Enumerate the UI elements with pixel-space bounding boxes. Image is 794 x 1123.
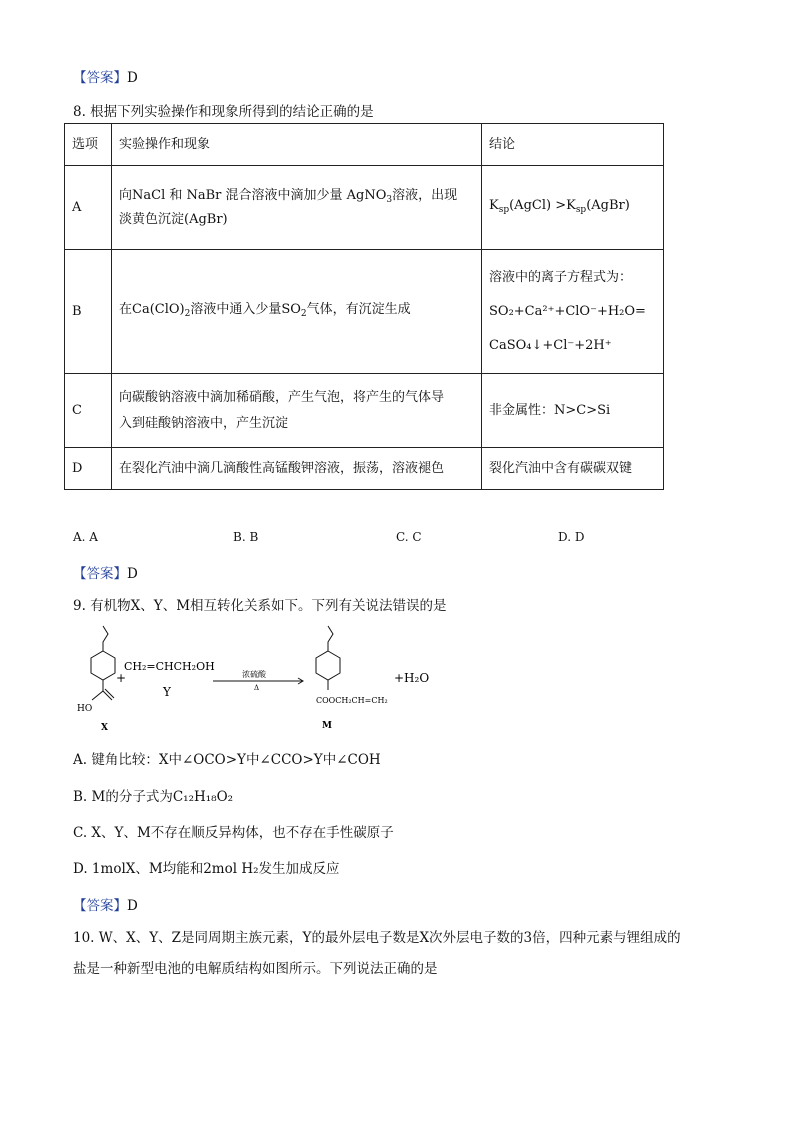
row-a-conc-mid: (AgCl) >K bbox=[509, 197, 576, 213]
q8-choice-d: D. D bbox=[558, 530, 585, 544]
row-a-op-sub: 3 bbox=[386, 194, 393, 205]
reaction-scheme bbox=[70, 618, 450, 736]
y-label: Y bbox=[163, 685, 171, 699]
molecule-m bbox=[316, 626, 340, 690]
q8-choice-c: C. C bbox=[396, 530, 422, 544]
x-oh-bond bbox=[92, 691, 103, 700]
row-a-conc-k1: K bbox=[489, 197, 499, 213]
q8-answer-line bbox=[73, 562, 138, 582]
plus-sign: + bbox=[116, 671, 127, 685]
row-b-op-c: 气体，有沉淀生成 bbox=[306, 301, 411, 317]
answer-label: 【答案】 bbox=[73, 70, 127, 86]
row-c-op-line1: 向碳酸钠溶液中滴加稀硝酸，产生气泡，将产生的气体导 bbox=[119, 389, 445, 405]
x-ho-text: HO bbox=[77, 704, 93, 714]
row-b-op-sub1: 2 bbox=[184, 308, 191, 319]
row-b-conc-line1: 溶液中的离子方程式为： bbox=[489, 269, 633, 285]
header-option: 选项 bbox=[65, 124, 112, 166]
row-b-op-b: 溶液中通入少量SO bbox=[190, 301, 301, 317]
q9-option-d: D. 1molX、M均能和2mol H₂发生加成反应 bbox=[73, 861, 340, 877]
header-conclusion: 结论 bbox=[482, 124, 664, 166]
row-a-op-line1 bbox=[119, 186, 474, 210]
row-a-op-line2: 淡黄色沉淀(AgBr) bbox=[119, 211, 228, 227]
m-ester-text: COOCH₂CH=CH₂ bbox=[316, 696, 388, 705]
q8-answer: D bbox=[127, 566, 138, 582]
q8-title: 8. 根据下列实验操作和现象所得到的结论正确的是 bbox=[73, 104, 374, 120]
row-b-conc-line2: SO₂+Ca²⁺+ClO⁻+H₂O= bbox=[489, 303, 646, 319]
row-b-conc-line3: CaSO₄↓+Cl⁻+2H⁺ bbox=[489, 337, 612, 353]
table-row-c bbox=[65, 374, 664, 448]
row-a-op-text: 向NaCl 和 NaBr 混合溶液中滴加少量 AgNO bbox=[119, 187, 387, 203]
q10-line1: 10. W、X、Y、Z是同周期主族元素，Y的最外层电子数是X次外层电子数的3倍，四种元素与锂组成的 bbox=[73, 930, 681, 946]
x-carbonyl-double bbox=[105, 689, 114, 698]
row-a-operation bbox=[112, 166, 482, 250]
q8-table bbox=[64, 123, 664, 490]
condition-text: Δ bbox=[254, 684, 260, 692]
q9-option-c: C. X、Y、M不存在顺反异构体，也不存在手性碳原子 bbox=[73, 825, 394, 841]
row-c-conclusion: 非金属性：N>C>Si bbox=[482, 374, 664, 448]
row-d-conclusion: 裂化汽油中含有碳碳双键 bbox=[482, 448, 664, 490]
water-text: +H₂O bbox=[394, 671, 430, 685]
row-a-conc-end: (AgBr) bbox=[586, 197, 630, 213]
y-formula: CH₂=CHCH₂OH bbox=[124, 660, 215, 673]
q9-option-b: B. M的分子式为C₁₂H₁₈O₂ bbox=[73, 789, 234, 805]
row-a-conc-sp1: sp bbox=[498, 204, 510, 215]
q9-answer: D bbox=[127, 898, 138, 914]
header-operation: 实验操作和现象 bbox=[112, 124, 482, 166]
answer-label: 【答案】 bbox=[73, 898, 127, 914]
row-d-option: D bbox=[65, 448, 112, 490]
row-c-option: C bbox=[65, 374, 112, 448]
row-b-conclusion bbox=[482, 250, 664, 374]
x-ring bbox=[91, 651, 115, 680]
table-row-b bbox=[65, 250, 664, 374]
q9-option-a: A. 键角比较：X中∠OCO>Y中∠CCO>Y中∠COH bbox=[73, 752, 381, 768]
m-label: M bbox=[322, 721, 332, 731]
q7-answer-line bbox=[73, 66, 138, 86]
q10-line2: 盐是一种新型电池的电解质结构如图所示。下列说法正确的是 bbox=[73, 961, 438, 977]
m-vinyl-group bbox=[328, 626, 333, 651]
row-c-op-line2: 入到硅酸钠溶液中，产生沉淀 bbox=[119, 415, 289, 431]
table-header-row bbox=[65, 124, 664, 166]
m-ring bbox=[316, 651, 340, 680]
table-row-d bbox=[65, 448, 664, 490]
x-vinyl-group bbox=[103, 626, 108, 651]
row-a-conc-sp2: sp bbox=[575, 204, 587, 215]
table-row-a bbox=[65, 166, 664, 250]
q7-answer: D bbox=[127, 70, 138, 86]
row-b-option: B bbox=[65, 250, 112, 374]
x-label: X bbox=[101, 723, 108, 733]
q9-title: 9. 有机物X、Y、M相互转化关系如下。下列有关说法错误的是 bbox=[73, 598, 447, 614]
row-b-op-sub2: 2 bbox=[300, 308, 307, 319]
row-d-operation: 在裂化汽油中滴几滴酸性高锰酸钾溶液，振荡，溶液褪色 bbox=[112, 448, 482, 490]
row-b-operation bbox=[112, 250, 482, 374]
q8-choice-b: B. B bbox=[233, 530, 259, 544]
molecule-x bbox=[91, 626, 115, 700]
q8-choice-a: A. A bbox=[73, 530, 98, 544]
answer-label: 【答案】 bbox=[73, 566, 127, 582]
q9-answer-line bbox=[73, 894, 138, 914]
row-a-op-text2: 溶液，出现 bbox=[392, 187, 458, 203]
row-a-conclusion bbox=[482, 166, 664, 250]
x-carbonyl-bond bbox=[103, 691, 112, 700]
row-b-op-a: 在Ca(ClO) bbox=[119, 301, 185, 317]
reagent-text: 浓硫酸 bbox=[242, 670, 266, 679]
row-c-operation bbox=[112, 374, 482, 448]
row-a-option: A bbox=[65, 166, 112, 250]
